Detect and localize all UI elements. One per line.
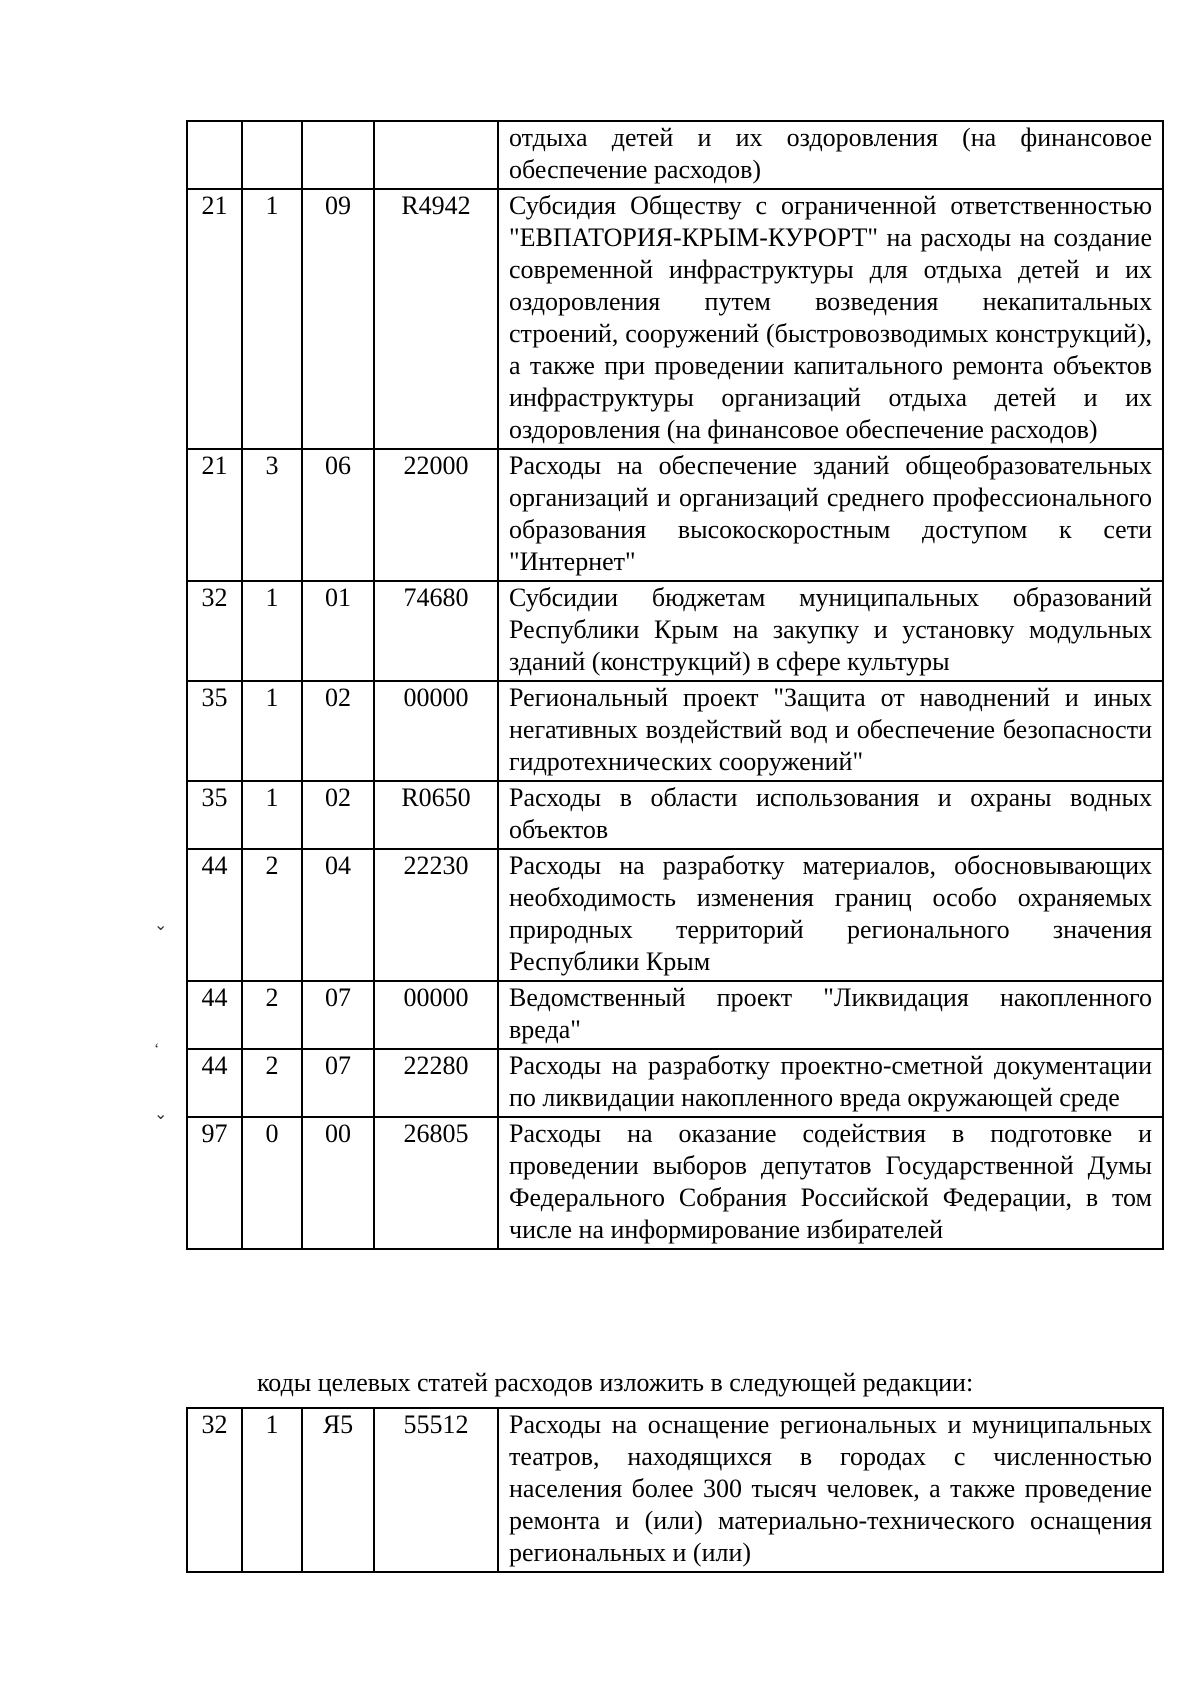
expense-description: Субсидии бюджетам муниципальных образований Республики Крым на закупку и установку модульных зданий (конструкций) в сфере культуры — [498, 581, 1163, 681]
code-subprogram: 1 — [242, 681, 302, 781]
table-body — [187, 121, 1163, 1249]
code-event: 09 — [302, 189, 374, 449]
table-body — [187, 1408, 1163, 1572]
code-program: 21 — [187, 449, 242, 581]
code-direction: R4942 — [374, 189, 498, 449]
table-row — [187, 849, 1163, 981]
table-row — [187, 681, 1163, 781]
target-articles-table — [186, 120, 1164, 1250]
code-program: 35 — [187, 781, 242, 849]
code-program: 32 — [187, 1408, 242, 1572]
table-row — [187, 189, 1163, 449]
code-subprogram: 3 — [242, 449, 302, 581]
code-event: 02 — [302, 781, 374, 849]
code-event: 06 — [302, 449, 374, 581]
expense-description: Ведомственный проект "Ликвидация накопленного вреда" — [498, 981, 1163, 1049]
table-row — [187, 449, 1163, 581]
expense-description: Расходы на оснащение региональных и муниципальных театров, находящихся в городах с численностью населения более 300 тысяч человек, а также проведение ремонта и (или) материально-технического оснащения региональных и (или) — [498, 1408, 1163, 1572]
table-row — [187, 1049, 1163, 1117]
code-program: 44 — [187, 981, 242, 1049]
code-event: 04 — [302, 849, 374, 981]
code-subprogram: 0 — [242, 1117, 302, 1249]
code-event: 00 — [302, 1117, 374, 1249]
code-subprogram: 2 — [242, 981, 302, 1049]
code-event: 07 — [302, 1049, 374, 1117]
code-program: 35 — [187, 681, 242, 781]
code-program: 97 — [187, 1117, 242, 1249]
expense-description: Расходы на оказание содействия в подготовке и проведении выборов депутатов Государственной Думы Федерального Собрания Российской Федерации, в том числе на информирование избирателей — [498, 1117, 1163, 1249]
code-direction — [374, 121, 498, 189]
code-subprogram: 1 — [242, 1408, 302, 1572]
table-row — [187, 981, 1163, 1049]
section-caption: коды целевых статей расходов изложить в следующей редакции: — [257, 1368, 974, 1397]
code-direction: 22230 — [374, 849, 498, 981]
margin-check-mark: ⌄ — [154, 1106, 168, 1123]
code-event: Я5 — [302, 1408, 374, 1572]
code-direction: 55512 — [374, 1408, 498, 1572]
code-direction: 22000 — [374, 449, 498, 581]
expense-description: Расходы на разработку проектно-сметной документации по ликвидации накопленного вреда окружающей среде — [498, 1049, 1163, 1117]
table-row — [187, 781, 1163, 849]
expense-description: Региональный проект "Защита от наводнений и иных негативных воздействий вод и обеспечение безопасности гидротехнических сооружений" — [498, 681, 1163, 781]
code-direction: 74680 — [374, 581, 498, 681]
code-subprogram: 1 — [242, 781, 302, 849]
code-event: 07 — [302, 981, 374, 1049]
code-subprogram: 2 — [242, 1049, 302, 1117]
table-row — [187, 1117, 1163, 1249]
code-program: 44 — [187, 849, 242, 981]
code-subprogram: 1 — [242, 189, 302, 449]
code-subprogram: 2 — [242, 849, 302, 981]
code-direction: 00000 — [374, 681, 498, 781]
expense-description: Расходы в области использования и охраны водных объектов — [498, 781, 1163, 849]
table-row — [187, 1408, 1163, 1572]
code-direction: 26805 — [374, 1117, 498, 1249]
code-program — [187, 121, 242, 189]
expense-description: отдыха детей и их оздоровления (на финансовое обеспечение расходов) — [498, 121, 1163, 189]
margin-check-mark: ‘ — [154, 1041, 160, 1058]
code-event: 02 — [302, 681, 374, 781]
target-articles-new-table — [186, 1407, 1164, 1573]
code-program: 21 — [187, 189, 242, 449]
code-program: 32 — [187, 581, 242, 681]
code-subprogram — [242, 121, 302, 189]
expense-description: Субсидия Обществу с ограниченной ответственностью "ЕВПАТОРИЯ-КРЫМ-КУРОРТ" на расходы на создание современной инфраструктуры для отдыха детей и их оздоровления путем возведения некапитальных строений, сооружений (быстровозводимых конструкций), а также при проведении капитального ремонта объектов инфраструктуры организаций отдыха детей и их оздоровления (на финансовое обеспечение расходов) — [498, 189, 1163, 449]
code-event: 01 — [302, 581, 374, 681]
code-direction: 00000 — [374, 981, 498, 1049]
table-row — [187, 121, 1163, 189]
table-row — [187, 581, 1163, 681]
margin-check-mark: ⌄ — [154, 917, 168, 934]
expense-description: Расходы на разработку материалов, обосновывающих необходимость изменения границ особо охраняемых природных территорий регионального значения Республики Крым — [498, 849, 1163, 981]
code-direction: R0650 — [374, 781, 498, 849]
code-direction: 22280 — [374, 1049, 498, 1117]
code-event — [302, 121, 374, 189]
code-program: 44 — [187, 1049, 242, 1117]
expense-description: Расходы на обеспечение зданий общеобразовательных организаций и организаций среднего профессионального образования высокоскоростным доступом к сети "Интернет" — [498, 449, 1163, 581]
code-subprogram: 1 — [242, 581, 302, 681]
